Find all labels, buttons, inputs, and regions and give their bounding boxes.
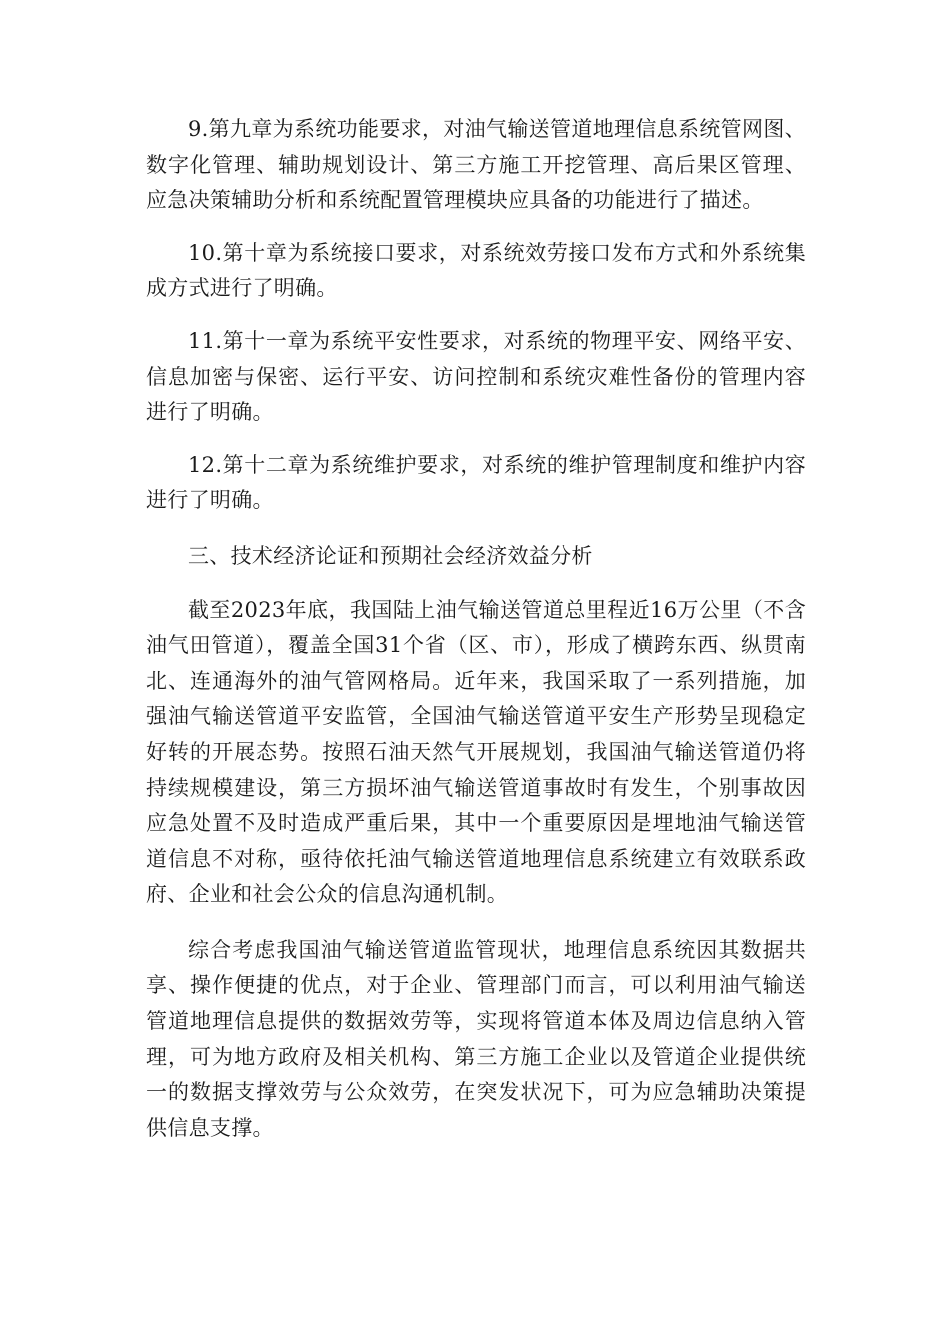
paragraph-chapter-11: 11.第十一章为系统平安性要求，对系统的物理平安、网络平安、信息加密与保密、运行平安、访问控制和系统灾难性备份的管理内容进行了明确。 — [146, 328, 806, 425]
paragraph-chapter-10: 10.第十章为系统接口要求，对系统效劳接口发布方式和外系统集成方式进行了明确。 — [146, 240, 806, 301]
paragraph-gis-benefits: 综合考虑我国油气输送管道监管现状，地理信息系统因其数据共享、操作便捷的优点，对于企业、管理部门而言，可以利用油气输送管道地理信息提供的数据效劳等，实现将管道本体及周边信息纳入管理，可为地方政府及相关机构、第三方施工企业以及管道企业提供统一的数据支撑效劳与公众效劳，在突发状况下，可为应急辅助决策提供信息支撑。 — [146, 937, 806, 1140]
document-body — [146, 112, 806, 1146]
paragraph-chapter-9: 9.第九章为系统功能要求，对油气输送管道地理信息系统管网图、数字化管理、辅助规划设计、第三方施工开挖管理、高后果区管理、应急决策辅助分析和系统配置管理模块应具备的功能进行了描述。 — [146, 117, 806, 213]
section-heading: 三、技术经济论证和预期社会经济效益分析 — [188, 543, 593, 568]
paragraph-pipeline-status: 截至2023年底，我国陆上油气输送管道总里程近16万公里（不含油气田管道），覆盖全国31个省（区、市），形成了横跨东西、纵贯南北、连通海外的油气管网格局。近年来，我国采取了一系列措施，加强油气输送管道平安监管，全国油气输送管道平安生产形势呈现稳定好转的开展态势。按照石油天然气开展规划，我国油气输送管道仍将持续规模建设，第三方损坏油气输送管道事故时有发生，个别事故因应急处置不及时造成严重后果，其中一个重要原因是埋地油气输送管道信息不对称，亟待依托油气输送管道地理信息系统建立有效联系政府、企业和社会公众的信息沟通机制。 — [146, 597, 806, 907]
paragraph-chapter-12: 12.第十二章为系统维护要求，对系统的维护管理制度和维护内容进行了明确。 — [146, 452, 806, 513]
